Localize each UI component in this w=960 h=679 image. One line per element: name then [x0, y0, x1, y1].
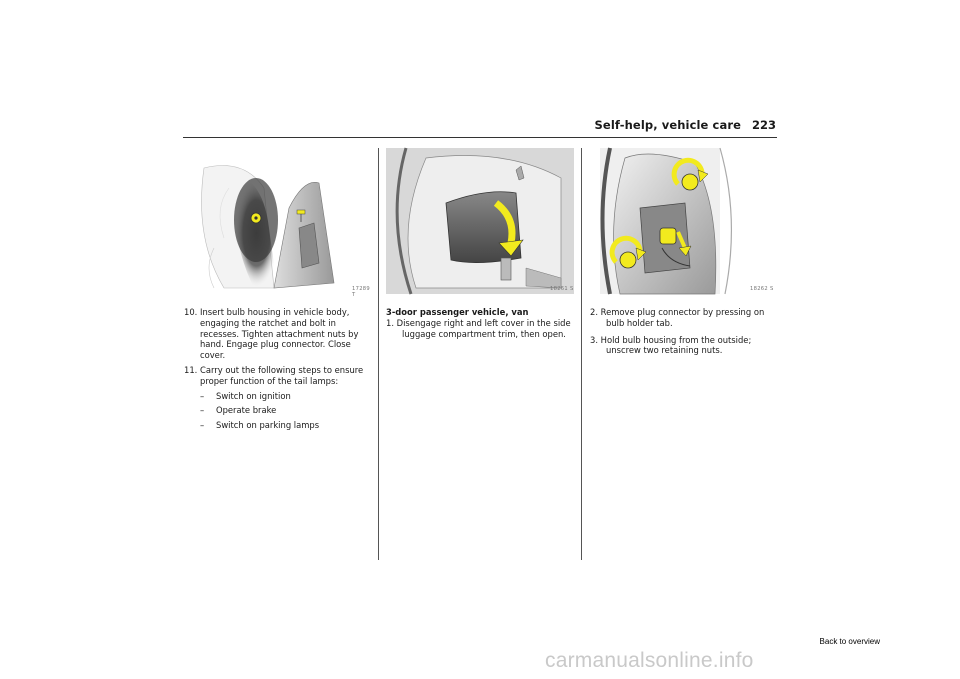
page-number: 223 [751, 118, 776, 132]
page-header [183, 116, 777, 138]
column-divider-2 [581, 148, 582, 560]
section-title: Self-help, vehicle care [594, 118, 741, 132]
figure-code: 18261 S [550, 286, 574, 292]
step-10: 10. Insert bulb housing in vehicle body, engaging the ratchet and bolt in recesses. Tighten attachment nuts by hand. Engage plug connector. Close cover. [184, 307, 359, 361]
figure-code: 18262 S [750, 286, 774, 292]
step-11: 11. Carry out the following steps to ensure proper function of the tail lamps: [184, 364, 364, 386]
list-item-text: Switch on ignition [216, 390, 291, 401]
list-item: – Switch on ignition [200, 390, 291, 401]
step-3: 3. Hold bulb housing from the outside; unscrew two retaining nuts. [590, 334, 752, 356]
step-1: 1. Disengage right and left cover in the side luggage compartment trim, then open. [386, 317, 571, 339]
subheading: 3-door passenger vehicle, van [386, 307, 529, 317]
figure-luggage-cover [386, 148, 574, 294]
luggage-cover-illustration [386, 148, 574, 294]
figure-retaining-nuts [590, 148, 778, 294]
retaining-nuts-illustration [590, 148, 778, 294]
bulb-housing-illustration [184, 148, 374, 294]
list-item-text: Operate brake [216, 405, 277, 416]
back-to-overview-link[interactable]: Back to overview [819, 637, 880, 646]
figure-code: 17289 T [352, 286, 371, 298]
list-item: – Operate brake [200, 405, 277, 416]
column-2 [386, 307, 576, 343]
figure-bulb-housing [184, 148, 374, 298]
column-divider-1 [378, 148, 379, 560]
watermark: carmanualsonline.info [545, 649, 754, 672]
list-item: – Switch on parking lamps [200, 420, 320, 431]
column-1 [184, 307, 370, 435]
column-3 [590, 307, 778, 360]
header-rule [183, 137, 777, 138]
step-2: 2. Remove plug connector by pressing on bulb holder tab. [590, 307, 765, 328]
list-item-text: Switch on parking lamps [216, 420, 320, 431]
